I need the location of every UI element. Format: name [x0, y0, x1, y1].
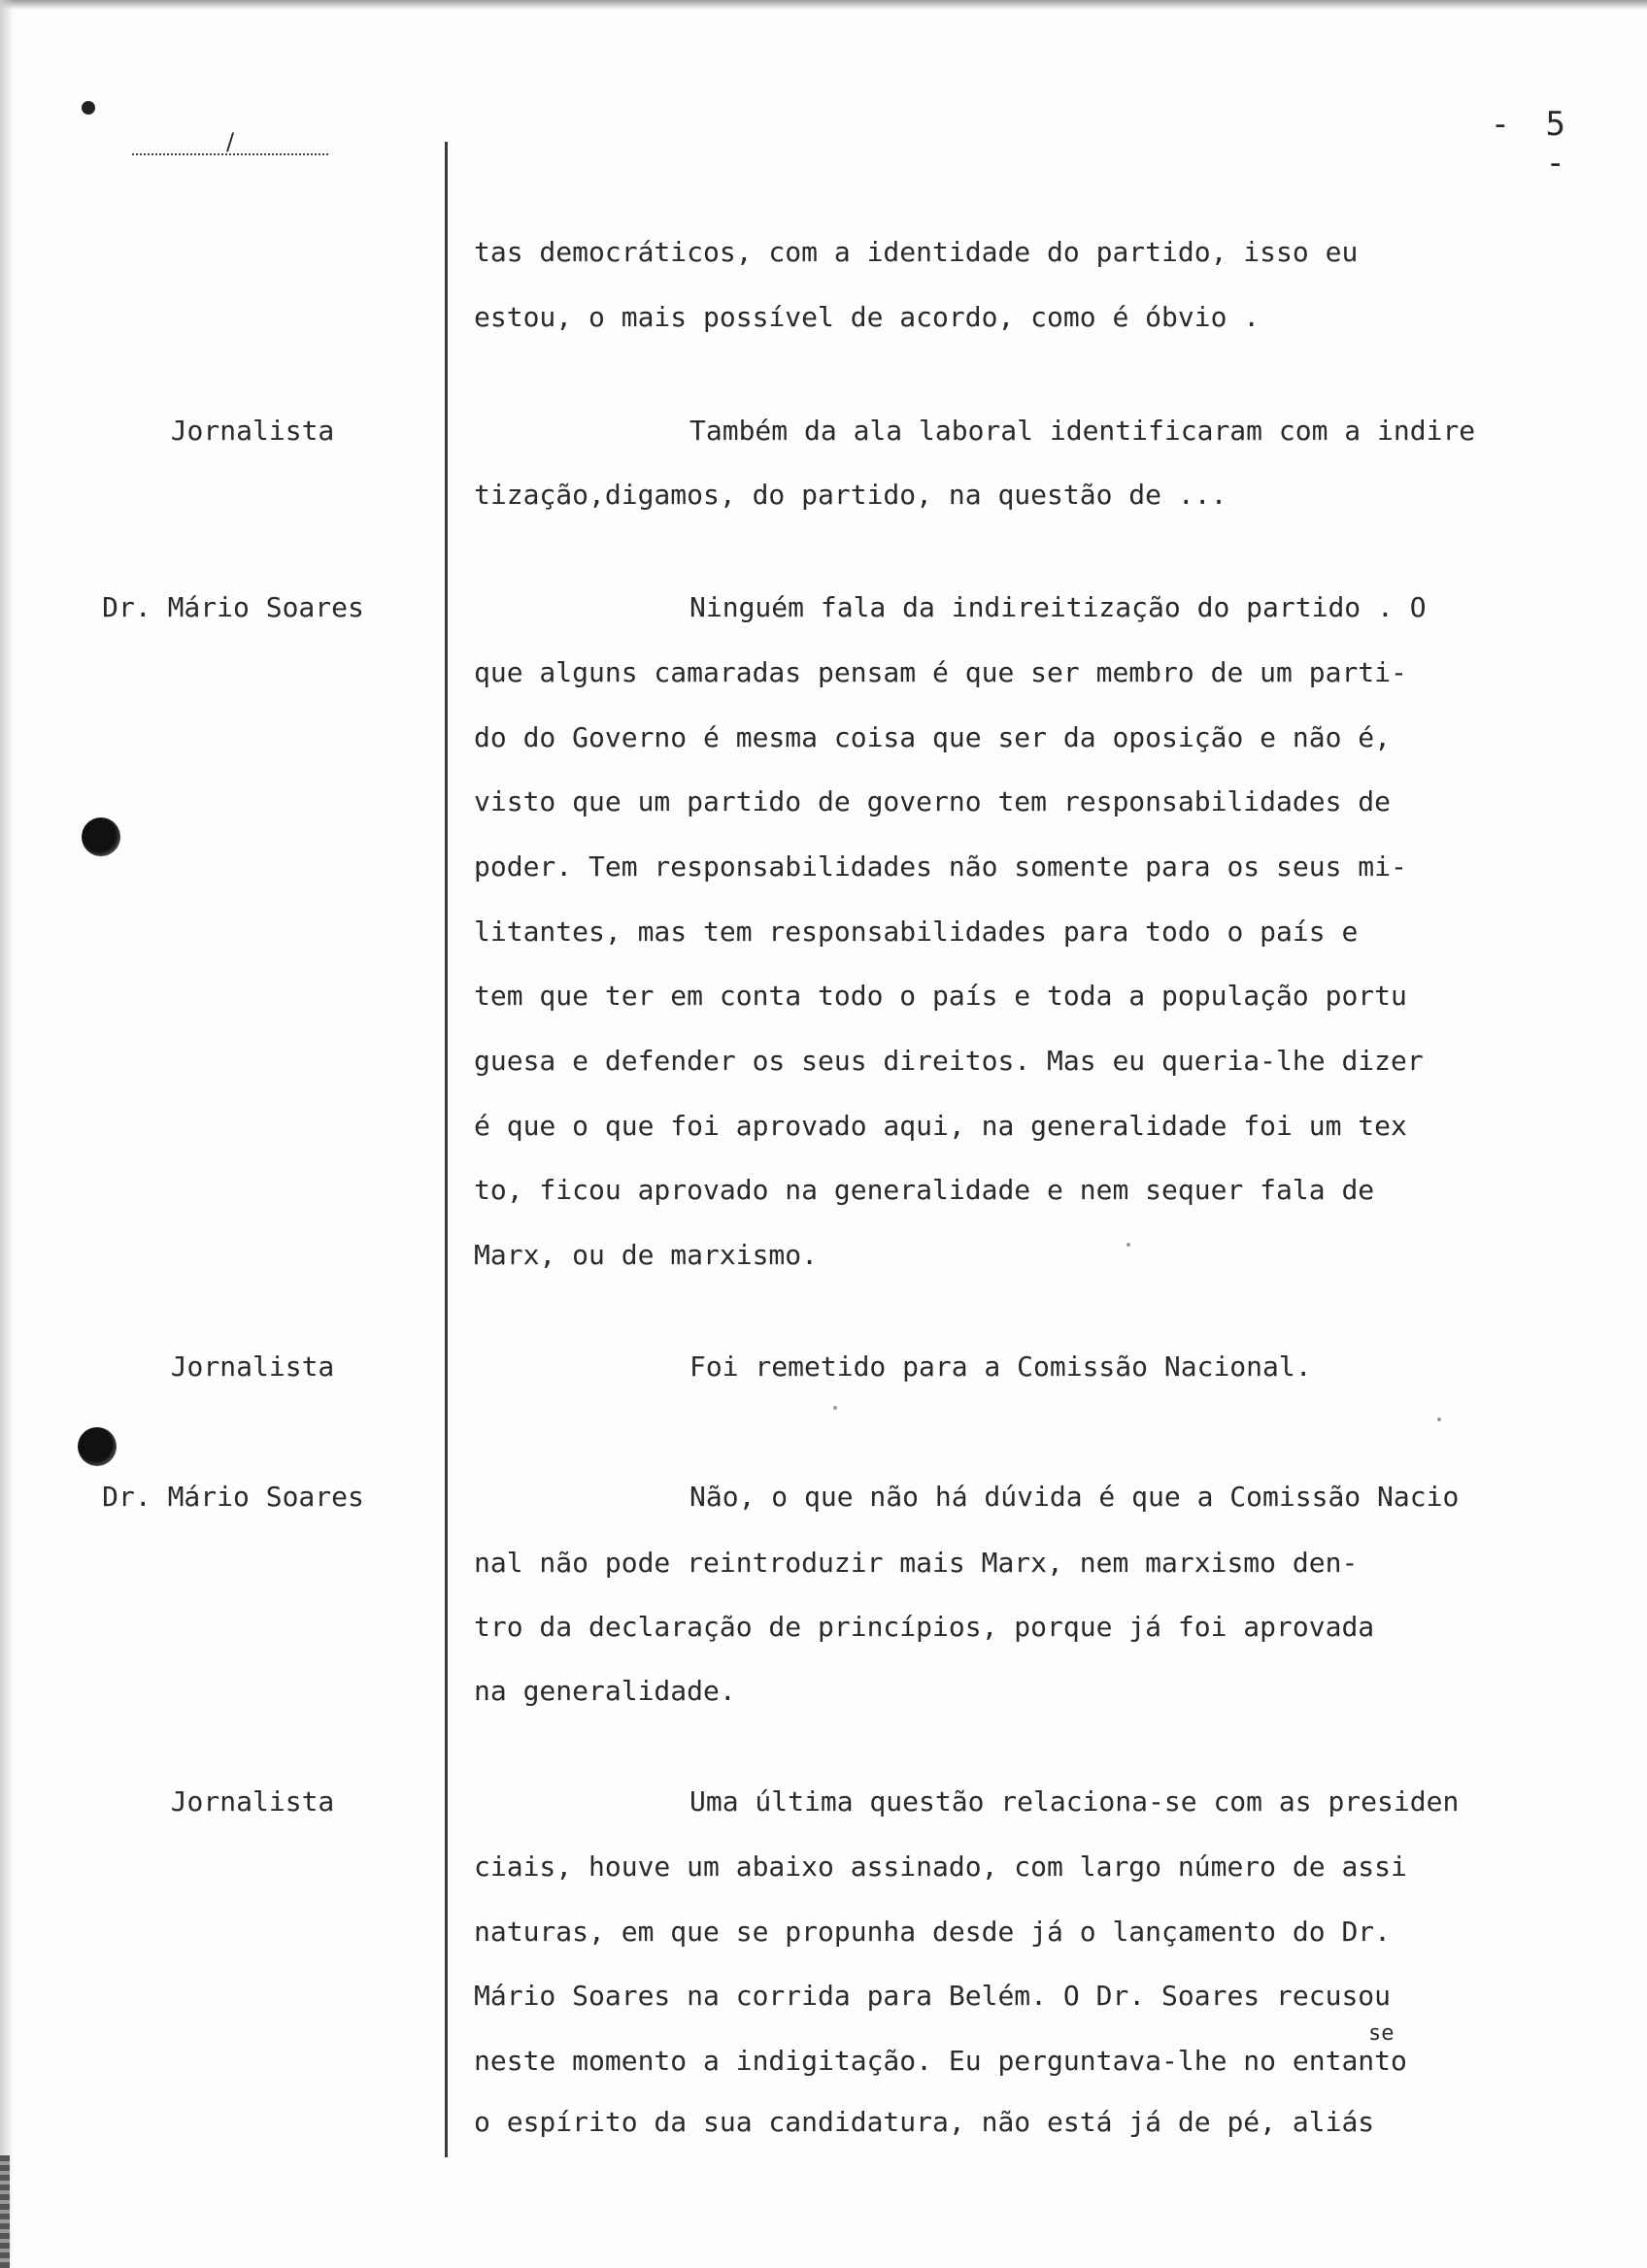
speaker-label: Dr. Mário Soares	[102, 591, 364, 623]
bullet-mark	[82, 101, 95, 115]
punch-hole-upper	[82, 817, 120, 856]
transcript-line: to, ficou aprovado na generalidade e nem sequer fala de	[474, 1174, 1375, 1206]
interlinear-insert: se	[1368, 2021, 1395, 2046]
transcript-line: neste momento a indigitação. Eu perguntava-lhe no entanto	[474, 2045, 1407, 2077]
speaker-label: Jornalista	[170, 1785, 335, 1818]
transcript-line: tas democráticos, com a identidade do partido, isso eu	[474, 236, 1359, 268]
transcript-line: nal não pode reintroduzir mais Marx, nem marxismo den-	[474, 1547, 1359, 1579]
page-top-edge	[0, 0, 1647, 10]
punch-hole-lower	[78, 1427, 117, 1466]
transcript-line: tem que ter em conta todo o país e toda a população portu	[474, 980, 1407, 1012]
transcript-line: poder. Tem responsabilidades não somente para os seus mi-	[474, 850, 1407, 883]
transcript-line: que alguns camaradas pensam é que ser membro de um parti-	[474, 656, 1407, 688]
transcript-line: estou, o mais possível de acordo, como é óbvio .	[474, 301, 1260, 333]
transcript-line: é que o que foi aprovado aqui, na generalidade foi um tex	[474, 1110, 1407, 1142]
transcript-line: Marx, ou de marxismo.	[474, 1239, 819, 1271]
transcript-line: Uma última questão relaciona-se com as presiden	[689, 1785, 1460, 1818]
transcript-line: o espírito da sua candidatura, não está já de pé, aliás	[474, 2106, 1375, 2138]
transcript-line: Mário Soares na corrida para Belém. O Dr. Soares recusou	[474, 1980, 1392, 2012]
transcript-line: guesa e defender os seus direitos. Mas eu queria-lhe dizer	[474, 1045, 1424, 1077]
transcript-line: ciais, houve um abaixo assinado, com largo número de assi	[474, 1851, 1407, 1883]
stray-mark	[833, 1406, 837, 1410]
stray-mark	[1437, 1418, 1441, 1421]
binding-strip	[0, 2155, 10, 2268]
transcript-line: naturas, em que se propunha desde já o lançamento do Dr.	[474, 1916, 1392, 1948]
transcript-line: visto que um partido de governo tem responsabilidades de	[474, 785, 1392, 817]
speaker-label: Jornalista	[170, 415, 335, 447]
stray-mark	[1126, 1243, 1130, 1247]
speaker-label: Jornalista	[170, 1351, 335, 1383]
page-left-edge	[0, 0, 14, 2268]
page-number: - 5 -	[1490, 105, 1573, 183]
transcript-line: Ninguém fala da indireitização do partido . O	[689, 591, 1427, 623]
transcript-line: na generalidade.	[474, 1675, 736, 1707]
transcript-line: Não, o que não há dúvida é que a Comissão Nacio	[689, 1481, 1460, 1513]
transcript-line: Também da ala laboral identificaram com a indire	[689, 415, 1476, 447]
transcript-line: do do Governo é mesma coisa que ser da oposição e não é,	[474, 721, 1392, 753]
speaker-label: Dr. Mário Soares	[102, 1481, 364, 1513]
transcript-line: litantes, mas tem responsabilidades para todo o país e	[474, 916, 1359, 948]
reference-mark: /	[132, 130, 328, 155]
transcript-line: tro da declaração de princípios, porque já foi aprovada	[474, 1611, 1375, 1643]
transcript-line: Foi remetido para a Comissão Nacional.	[689, 1351, 1312, 1383]
transcript-line: tização,digamos, do partido, na questão de ...	[474, 479, 1227, 511]
